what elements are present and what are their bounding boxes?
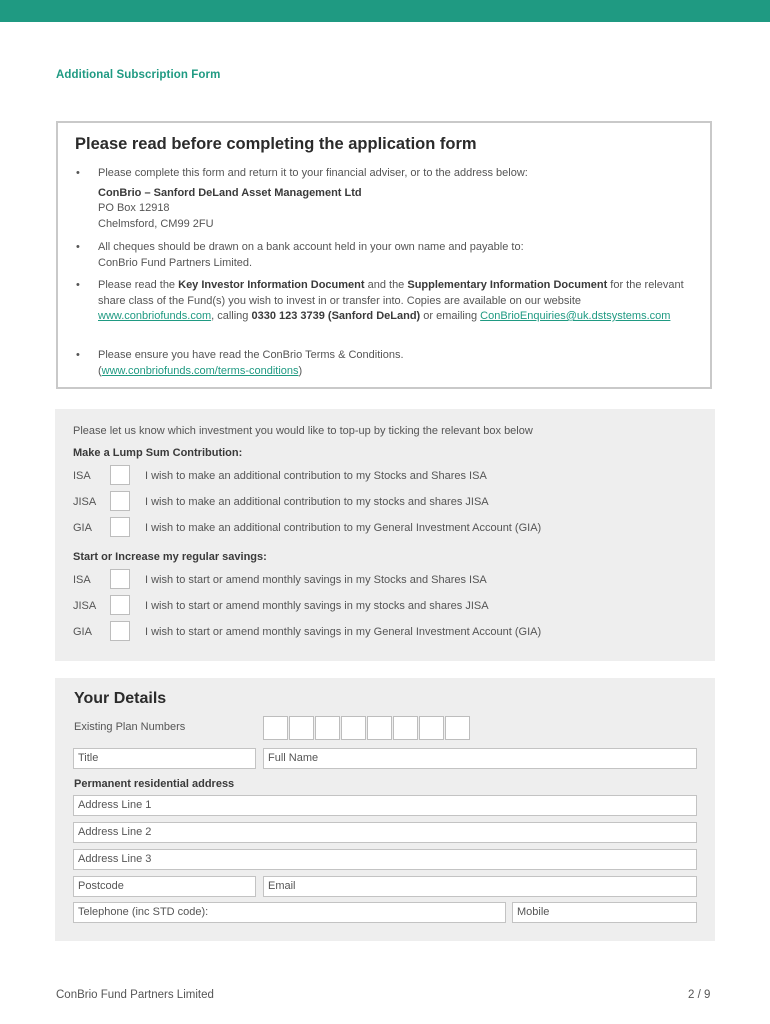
- sid-text: Supplementary Information Document: [407, 279, 608, 291]
- regular-isa-checkbox[interactable]: [110, 569, 130, 589]
- regular-jisa-checkbox[interactable]: [110, 595, 130, 615]
- plan-digit-box[interactable]: [341, 716, 366, 740]
- regular-savings-label: Start or Increase my regular savings:: [73, 551, 267, 563]
- lump-isa-checkbox[interactable]: [110, 465, 130, 485]
- email-link[interactable]: ConBrioEnquiries@uk.dstsystems.com: [480, 310, 671, 322]
- plan-digit-box[interactable]: [315, 716, 340, 740]
- lump-sum-label: Make a Lump Sum Contribution:: [73, 447, 243, 459]
- plan-digit-box[interactable]: [419, 716, 444, 740]
- option-text: I wish to make an additional contribution to my stocks and shares JISA: [145, 496, 489, 508]
- details-section: [55, 678, 715, 941]
- instruction-4-line1: Please ensure you have read the ConBrio Terms & Conditions.: [98, 349, 404, 361]
- page-number: 2 / 9: [688, 989, 711, 1001]
- bullet: •: [76, 279, 80, 291]
- address-pobox: PO Box 12918: [98, 202, 170, 214]
- plan-digit-box[interactable]: [263, 716, 288, 740]
- account-label: JISA: [73, 496, 97, 508]
- address-line-2-field[interactable]: Address Line 2: [73, 822, 697, 843]
- investment-section: [55, 409, 715, 661]
- account-label: JISA: [73, 600, 97, 612]
- telephone-field[interactable]: Telephone (inc STD code):: [73, 902, 506, 923]
- kiid-text: Key Investor Information Document: [178, 279, 365, 291]
- email-field[interactable]: Email: [263, 876, 697, 897]
- regular-gia-checkbox[interactable]: [110, 621, 130, 641]
- plan-numbers-label: Existing Plan Numbers: [74, 721, 186, 733]
- full-name-field[interactable]: Full Name: [263, 748, 697, 769]
- details-heading: Your Details: [74, 690, 167, 707]
- address-label: Permanent residential address: [74, 778, 235, 790]
- instruction-2-line2: ConBrio Fund Partners Limited.: [98, 256, 253, 269]
- instruction-1: [98, 166, 698, 232]
- postcode-field[interactable]: Postcode: [73, 876, 256, 897]
- option-text: I wish to make an additional contribution to my Stocks and Shares ISA: [145, 470, 487, 482]
- instructions-heading: Please read before completing the application form: [75, 135, 477, 153]
- account-label: ISA: [73, 470, 91, 482]
- instructions-box: [56, 121, 712, 389]
- instruction-1-text: Please complete this form and return it to your financial adviser, or to the address below:: [98, 167, 528, 179]
- lump-jisa-checkbox[interactable]: [110, 491, 130, 511]
- plan-digit-box[interactable]: [289, 716, 314, 740]
- option-text: I wish to make an additional contribution to my General Investment Account (GIA): [145, 522, 542, 534]
- bullet: •: [76, 167, 80, 179]
- instruction-2-line1: All cheques should be drawn on a bank account held in your own name and payable to:: [98, 241, 524, 253]
- option-text: I wish to start or amend monthly savings in my Stocks and Shares ISA: [145, 574, 487, 586]
- top-banner: [0, 0, 770, 22]
- form-title: Additional Subscription Form: [56, 69, 221, 81]
- account-label: ISA: [73, 574, 91, 586]
- instruction-4: Please ensure you have read the ConBrio Terms & Conditions. (www.conbriofunds.com/terms-conditions): [98, 348, 698, 379]
- bullet: •: [76, 241, 80, 253]
- address-city: Chelmsford, CM99 2FU: [98, 217, 214, 230]
- terms-link[interactable]: www.conbriofunds.com/terms-conditions: [101, 364, 299, 377]
- title-field[interactable]: Title: [73, 748, 256, 769]
- plan-digit-box[interactable]: [393, 716, 418, 740]
- plan-number-boxes: [263, 716, 471, 740]
- account-label: GIA: [73, 522, 92, 534]
- instruction-2: [98, 240, 698, 271]
- mobile-field[interactable]: Mobile: [512, 902, 697, 923]
- footer-company: ConBrio Fund Partners Limited: [56, 989, 214, 1001]
- address-company: ConBrio – Sanford DeLand Asset Management Ltd: [98, 186, 362, 199]
- option-text: I wish to start or amend monthly savings in my stocks and shares JISA: [145, 600, 489, 612]
- bullet: •: [76, 349, 80, 361]
- account-label: GIA: [73, 626, 92, 638]
- instruction-3: Please read the Key Investor Information Document and the Supplementary Information Document for the relevant share class of the Fund(s) you wish to invest in or transfer into. Copies are available on our website www.conbriofunds.com, calling 0330 123 3739 (Sanford DeLand) or emailing ConBrioEnquiries@uk.dstsystems.com: [98, 279, 684, 322]
- website-link[interactable]: www.conbriofunds.com: [98, 310, 212, 322]
- option-text: I wish to start or amend monthly savings in my General Investment Account (GIA): [145, 626, 542, 638]
- phone-number: 0330 123 3739 (Sanford DeLand): [251, 310, 421, 322]
- address-line-3-field[interactable]: Address Line 3: [73, 849, 697, 870]
- investment-intro: Please let us know which investment you would like to top-up by ticking the relevant box below: [73, 425, 533, 437]
- plan-digit-box[interactable]: [367, 716, 392, 740]
- plan-digit-box[interactable]: [445, 716, 470, 740]
- address-line-1-field[interactable]: Address Line 1: [73, 795, 697, 816]
- lump-gia-checkbox[interactable]: [110, 517, 130, 537]
